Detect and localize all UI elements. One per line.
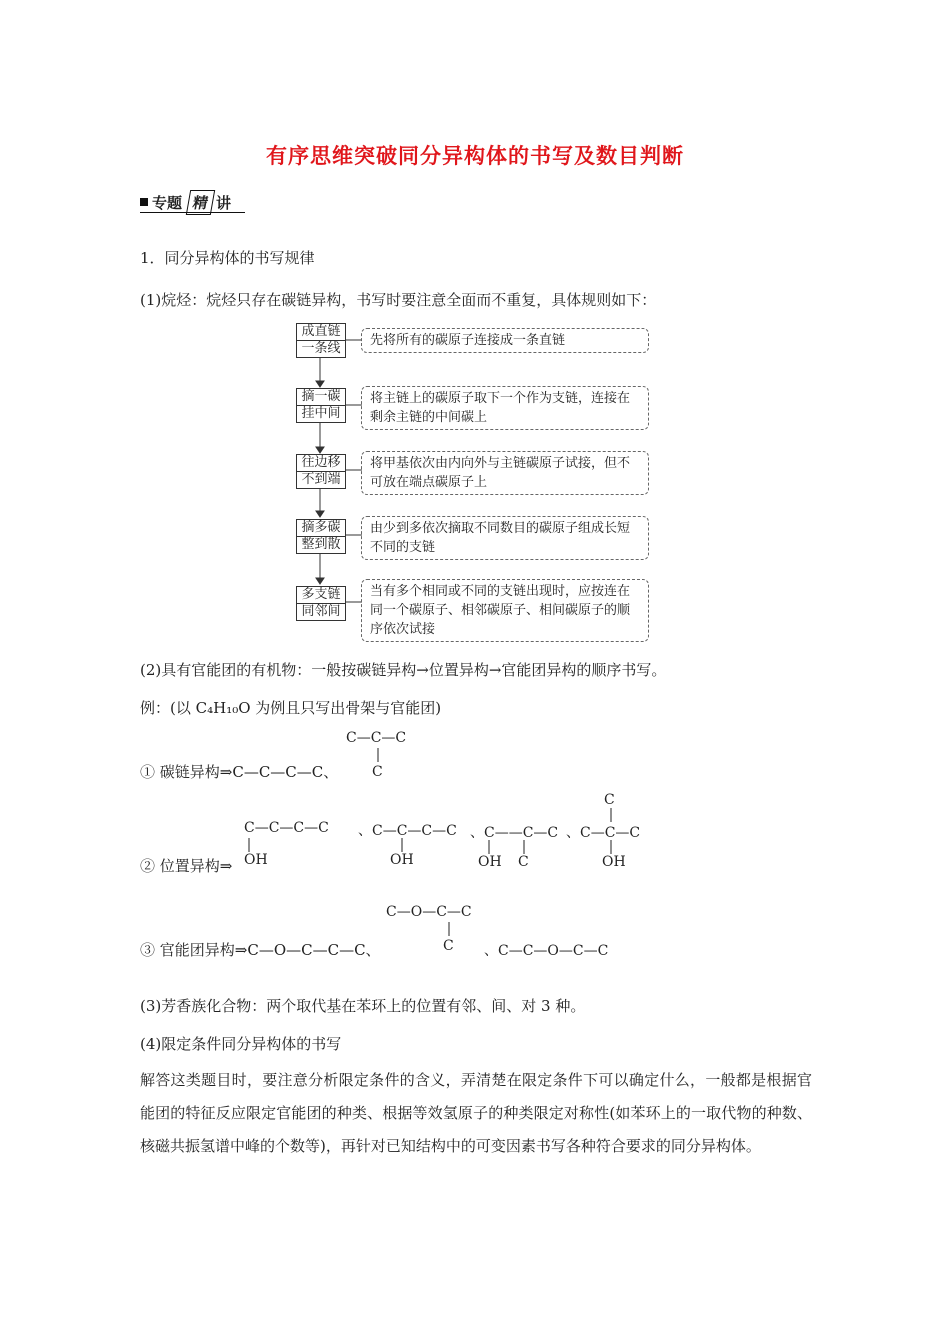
ex1-label: ① 碳链异构⇒C—C—C—C、 [140, 763, 339, 781]
item-1: (1)烷烃：烷烃只存在碳链异构，书写时要注意全面而不重复，具体规则如下： [140, 291, 657, 309]
ex1-branch-c: C [372, 764, 383, 780]
flow-step-2-line2: 挂中间 [301, 406, 341, 421]
ex2-chain-1: C—C—C—C [244, 820, 329, 836]
flow-step-5-line1: 多支链 [297, 587, 345, 604]
ex2-oh-4: OH [602, 854, 626, 870]
section-tag-box: 精 [186, 190, 215, 215]
ex2-c-3: C [518, 854, 529, 870]
flow-step-3-line1: 往边移 [297, 455, 345, 472]
ex2-label: ② 位置异构⇒ [140, 857, 233, 875]
body-paragraph: 解答这类题目时，要注意分析限定条件的含义，弄清楚在限定条件下可以确定什么，一般都是根据官能团的特征反应限定官能团的种类、根据等效氢原子的种类限定对称性(如苯环上的一取代物的种数、核磁共振氢谱中峰的个数等)，再针对已知结构中的可变因素书写各种符合要求的同分异构体。 [140, 1071, 812, 1155]
flow-step-5-line2: 同邻间 [301, 604, 341, 619]
ex1-branch-top: C—C—C [346, 730, 407, 746]
flow-step-3-line2: 不到端 [301, 472, 341, 487]
ex3-top: C—O—C—C [386, 904, 472, 920]
item-2: (2)具有官能团的有机物：一般按碳链异构→位置异构→官能团异构的顺序书写。 [140, 661, 667, 679]
ex2-oh-1: OH [244, 852, 268, 868]
flow-step-1-line2: 一条线 [301, 341, 341, 356]
flow-step-4-line2: 整到散 [301, 537, 341, 552]
example-line: 例：(以 C₄H₁₀O 为例且只写出骨架与官能团) [140, 699, 442, 717]
ex2-oh-3: OH [478, 854, 502, 870]
flow-step-1-desc: 先将所有的碳原子连接成一条直链 [361, 328, 649, 353]
item-3: (3)芳香族化合物：两个取代基在苯环上的位置有邻、间、对 3 种。 [140, 997, 586, 1015]
ex2-oh-2: OH [390, 852, 414, 868]
ex2-chain-2: 、C—C—C—C [358, 823, 457, 839]
flow-step-3-desc: 将甲基依次由内向外与主链碳原子试接，但不可放在端点碳原子上 [361, 451, 649, 495]
ex3-tail: 、C—C—O—C—C [484, 943, 609, 959]
ex2-chain-3: 、C——C—C [470, 825, 559, 841]
flow-step-2-desc: 将主链上的碳原子取下一个作为支链，连接在剩余主链的中间碳上 [361, 386, 649, 430]
flow-step-4-line1: 摘多碳 [297, 520, 345, 537]
flow-step-1-line1: 成直链 [297, 324, 345, 341]
item-4: (4)限定条件同分异构体的书写 [140, 1035, 342, 1053]
section-tag-suffix: 讲 [216, 194, 232, 212]
flow-step-4-desc: 由少到多依次摘取不同数目的碳原子组成长短不同的支链 [361, 516, 649, 560]
ex3-c: C [443, 938, 454, 954]
ex2-top-c: C [604, 792, 615, 808]
flow-step-2-line1: 摘一碳 [297, 389, 345, 406]
ex2-chain-4: 、C—C—C [566, 825, 641, 841]
heading-1: 1．同分异构体的书写规律 [140, 249, 315, 267]
page-title: 有序思维突破同分异构体的书写及数目判断 [266, 143, 684, 168]
ex3-label: ③ 官能团异构⇒C—O—C—C—C、 [140, 941, 381, 959]
flow-step-5-desc: 当有多个相同或不同的支链出现时，应按连在同一个碳原子、相邻碳原子、相间碳原子的顺序依次试接 [361, 579, 649, 642]
section-tag-prefix: 专题 [152, 194, 183, 212]
